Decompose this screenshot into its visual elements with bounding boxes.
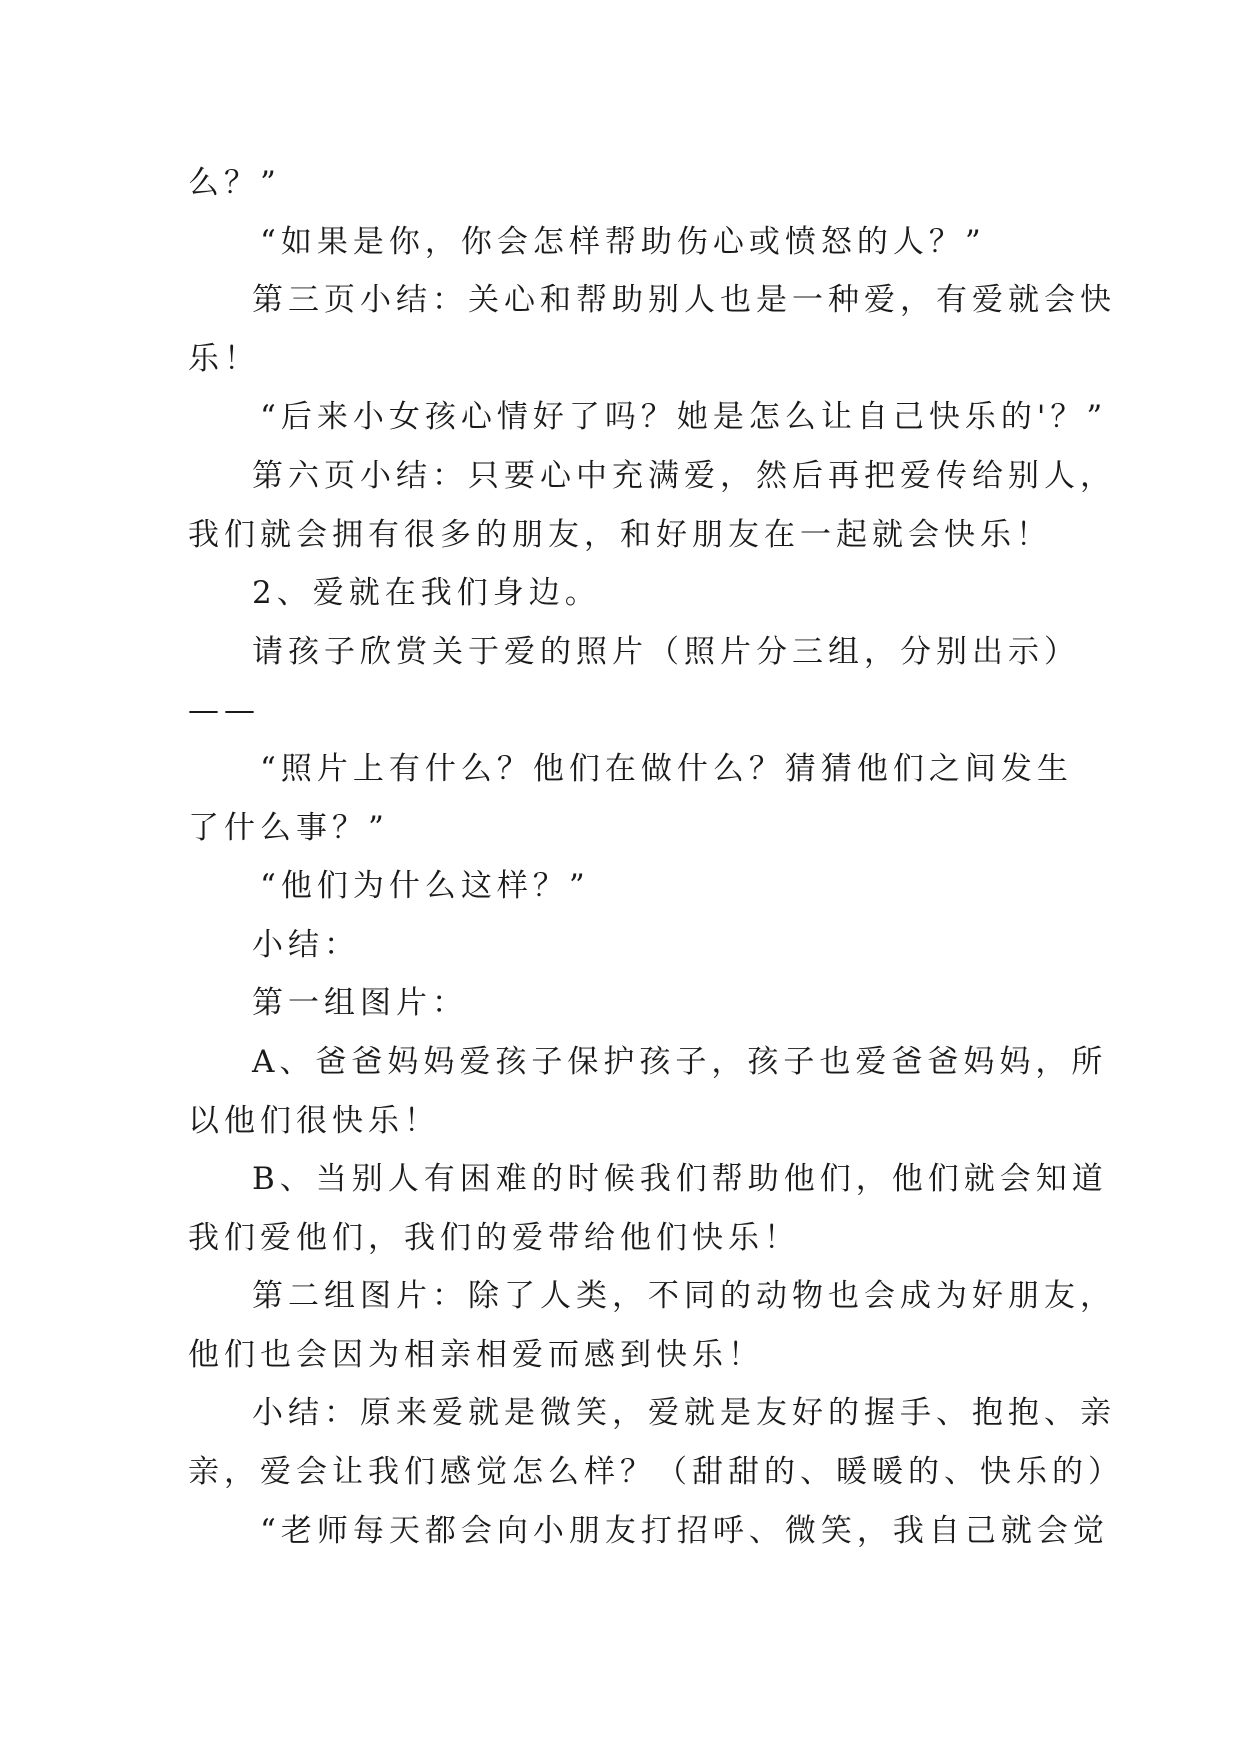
text-line: 请孩子欣赏关于爱的照片（照片分三组，分别出示） [252, 633, 1080, 670]
text-line: 么？” [188, 165, 281, 201]
text-line: 第一组图片： [252, 985, 468, 1022]
text-line: 以他们很快乐！ [188, 1102, 440, 1139]
text-line: “他们为什么这样？” [260, 868, 590, 905]
text-line: 第二组图片：除了人类，不同的动物也会成为好朋友， [252, 1278, 1116, 1315]
document-body [188, 154, 1124, 1560]
text-line: 了什么事？” [188, 809, 389, 846]
text-line: 第六页小结：只要心中充满爱，然后再把爱传给别人， [252, 457, 1116, 494]
text-line: 亲，爱会让我们感觉怎么样？（甜甜的、暖暖的、快乐的） [188, 1454, 1124, 1491]
text-line: “照片上有什么？他们在做什么？猜猜他们之间发生 [260, 750, 1073, 787]
text-line: 第三页小结：关心和帮助别人也是一种爱，有爱就会快 [252, 282, 1116, 319]
text-line: 乐！ [188, 340, 260, 377]
text-line: 我们爱他们，我们的爱带给他们快乐！ [188, 1219, 800, 1256]
text-line: 小结：原来爱就是微笑，爱就是友好的握手、抱抱、亲 [252, 1395, 1116, 1432]
text-line: 我们就会拥有很多的朋友，和好朋友在一起就会快乐！ [188, 516, 1052, 553]
text-line: “后来小女孩心情好了吗？她是怎么让自己快乐的'？” [260, 399, 1108, 436]
text-line: “老师每天都会向小朋友打招呼、微笑，我自己就会觉 [260, 1512, 1109, 1549]
text-line: 小结： [252, 926, 360, 963]
text-line: 2、爱就在我们身边。 [252, 575, 601, 612]
text-line: 他们也会因为相亲相爱而感到快乐！ [188, 1336, 764, 1373]
text-line: A、爸爸妈妈爱孩子保护孩子，孩子也爱爸爸妈妈，所 [252, 1043, 1108, 1080]
text-line: “如果是你，你会怎样帮助伤心或愤怒的人？” [260, 223, 986, 260]
text-line: —— [188, 692, 260, 729]
text-line: B、当别人有困难的时候我们帮助他们，他们就会知道 [252, 1161, 1108, 1198]
